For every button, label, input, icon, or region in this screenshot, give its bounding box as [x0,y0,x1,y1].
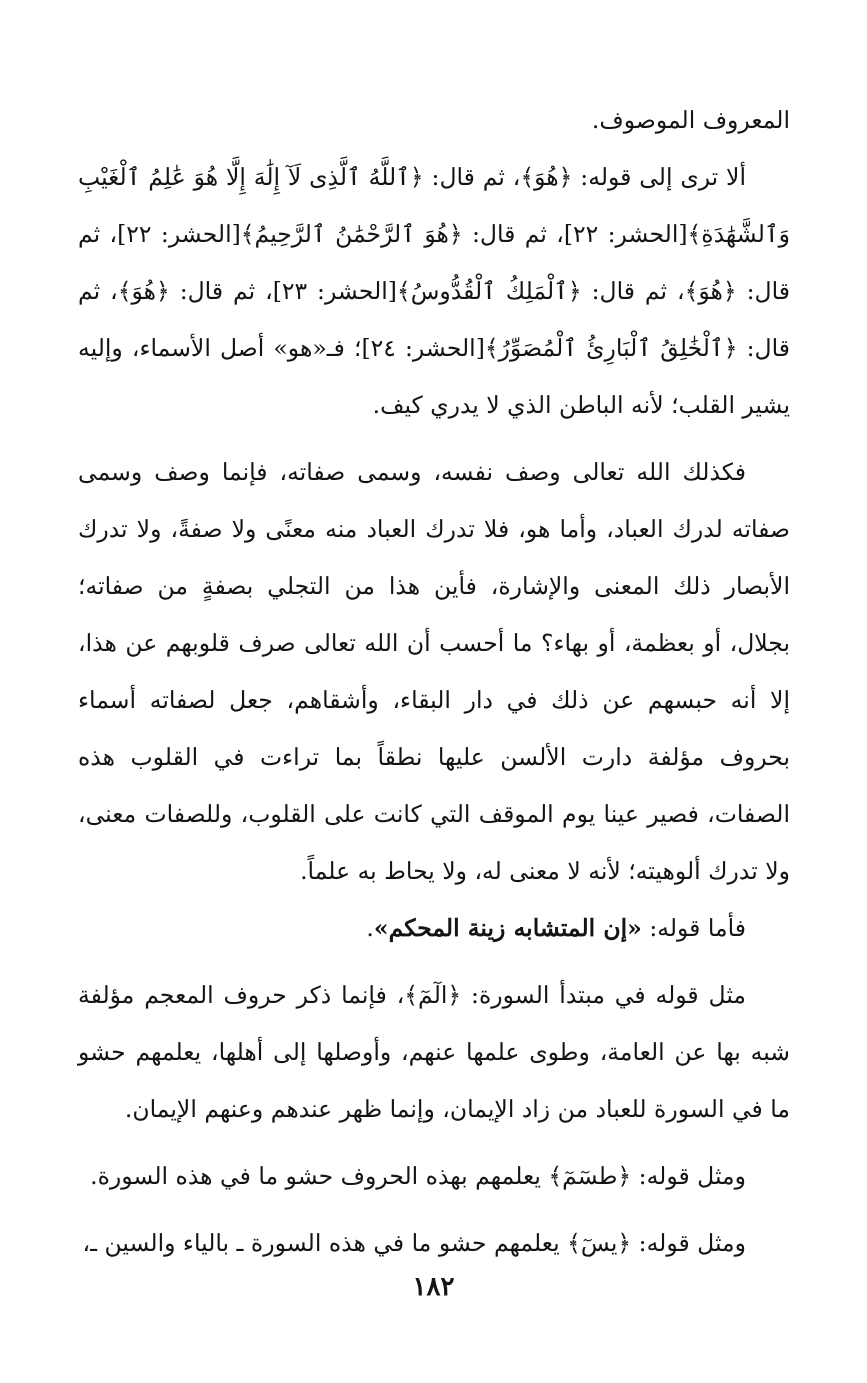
paragraph-continuation: المعروف الموصوف. [591,106,790,134]
page-number: ١٨٢ [412,1272,455,1302]
paragraph-ta-sin-mim: ومثل قوله: ﴿طسٓمٓ﴾ يعلمهم بهذه الحروف حشو ما في هذه السورة. [90,1162,746,1190]
paragraph-alif-lam-mim: مثل قوله في مبتدأ السورة: ﴿الٓمٓ﴾، فإنما ذكر حروف المعجم مؤلفة شبه بها عن العامة، وطوى علمها عنهم، وأوصلها إلى أهلها، يعلمهم حشو ما في السورة للعباد من زاد الإيمان، وإنما ظهر عندهم وعنهم الإيمان. [78,981,790,1123]
quote-suffix: . [366,914,374,942]
paragraph-huwa: ألا ترى إلى قوله: ﴿هُوَ﴾، ثم قال: ﴿ٱللَّهُ ٱلَّذِى لَآ إِلَٰهَ إِلَّا هُوَ عَٰلِمُ ٱلْغَيْبِ وَٱلشَّهَٰدَةِ﴾[الحشر: ٢٢]، ثم قال: ﴿هُوَ ٱلرَّحْمَٰنُ ٱلرَّحِيمُ﴾[الحشر: ٢٢]، ثم قال: ﴿هُوَ﴾، ثم قال: ﴿ٱلْمَلِكُ ٱلْقُدُّوسُ﴾[الحشر: ٢٣]، ثم قال: ﴿هُوَ﴾، ثم قال: ﴿ٱلْخَٰلِقُ ٱلْبَارِئُ ٱلْمُصَوِّرُ﴾[الحشر: ٢٤]؛ فـ«هو» أصل الأسماء، وإليه يشير القلب؛ لأنه الباطن الذي لا يدري كيف. [78,163,791,419]
page-body [78,92,790,1272]
quote-text: «إن المتشابه زينة المحكم» [373,914,642,942]
paragraph-attributes: فكذلك الله تعالى وصف نفسه، وسمى صفاته، فإنما وصف وسمى صفاته لدرك العباد، وأما هو، فلا تدرك العباد منه معنًى ولا صفةً، ولا تدرك الأبصار ذلك المعنى والإشارة، فأين هذا من التجلي بصفةٍ من صفاته؛ بجلال، أو بعظمة، أو بهاء؟ ما أحسب أن الله تعالى صرف قلوبهم عن هذا، إلا أنه حبسهم عن ذلك في دار البقاء، وأشقاهم، جعل لصفاته أسماء بحروف مؤلفة دارت الألسن عليها نطقاً بما تراءت في القلوب هذه الصفات، فصير عينا يوم الموقف التي كانت على القلوب، وللصفات معنى، ولا تدرك ألوهيته؛ لأنه لا معنى له، ولا يحاط به علماً. [78,458,790,885]
quote-prefix: فأما قوله: [641,914,746,942]
paragraph-quote [78,900,790,957]
paragraph-ya-sin: ومثل قوله: ﴿يسٓ﴾ يعلمهم حشو ما في هذه السورة ـ بالياء والسين ـ، [82,1229,746,1257]
